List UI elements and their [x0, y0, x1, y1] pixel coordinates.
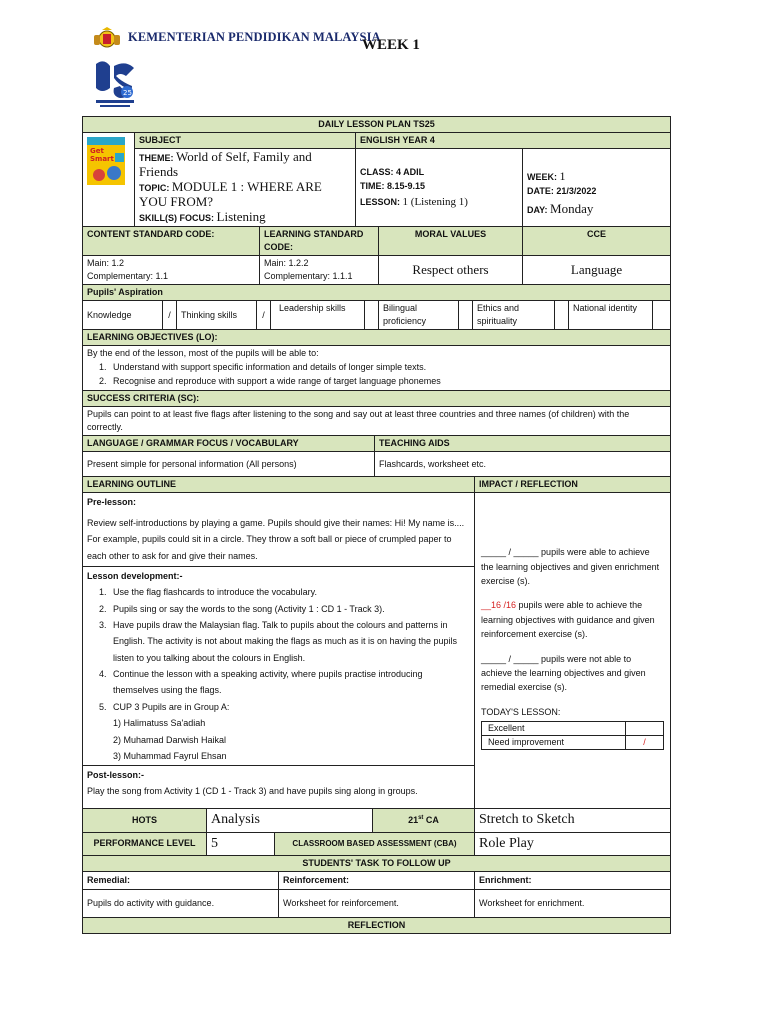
aspiration-mark: / — [163, 301, 177, 330]
crest-icon — [92, 26, 122, 52]
day-value: Monday — [550, 200, 594, 216]
book-cover — [83, 133, 135, 227]
day-label: DAY: — [527, 204, 548, 215]
topic-label: TOPIC: — [139, 182, 170, 193]
theme-topic-cell — [135, 149, 356, 227]
school-logo — [92, 58, 138, 110]
learning-standard-value — [260, 255, 379, 284]
rating-excellent: Excellent — [482, 722, 626, 736]
tasks-table — [82, 856, 671, 934]
impact-enrichment: _____ / _____ pupils were able to achieve the learning objectives and given enrichment exercise (s). — [481, 547, 660, 586]
aspiration-table — [82, 301, 671, 330]
todays-lesson-table — [481, 721, 664, 750]
aspiration-mark: / — [257, 301, 271, 330]
svg-text:Smart: Smart — [90, 155, 114, 164]
development-step: 4. Continue the lesson with a speaking activity, where pupils practise introducing themselves using the flags. — [109, 666, 470, 699]
ca-suffix: CA — [423, 814, 439, 825]
remedial-label: Remedial: — [83, 871, 279, 889]
impact-remedial: _____ / _____ pupils were not able to achieve the learning objectives and given remedial exercise (s). — [481, 653, 646, 693]
aspiration-ethics: Ethics and spirituality — [473, 301, 555, 330]
aspiration-national: National identity — [569, 301, 653, 330]
week-value: 1 — [559, 169, 566, 184]
aspiration-thinking: Thinking skills — [177, 301, 257, 330]
success-label: SUCCESS CRITERIA (SC): — [83, 390, 671, 406]
aids-value: Flashcards, worksheet etc. — [375, 452, 671, 477]
aspiration-leadership: Leadership skills — [271, 301, 365, 330]
moral-value: Respect others — [379, 255, 523, 284]
success-text: Pupils can point to at least five flags after listening to the song and say out at least three countries and three names (of children) with the correctly. — [83, 407, 671, 436]
todays-lesson-label: TODAY'S LESSON: — [481, 706, 561, 717]
aspiration-mark — [653, 301, 671, 330]
lesson-plan-table — [82, 116, 671, 301]
ca-label — [373, 809, 475, 832]
skill-value: Listening — [216, 208, 266, 224]
content-comp: Complementary: 1.1 — [87, 270, 169, 281]
impact-reinforce-text: pupils were able to achieve the learning objectives with guidance and given reinforcement exercise (s). — [481, 600, 655, 640]
aspiration-label: Pupils' Aspiration — [83, 284, 671, 300]
development-label: Lesson development:- — [87, 570, 183, 581]
cce-label: CCE — [523, 226, 671, 255]
pre-lesson-label: Pre-lesson: — [87, 497, 137, 508]
date-label: DATE: 21/3/2022 — [527, 186, 597, 197]
aspiration-knowledge: Knowledge — [83, 301, 163, 330]
pre-lesson-text: Review self-introductions by playing a game. Pupils should give their names: Hi! My name is.... For example, pupils could sit in a circle. They throw a soft ball or piece of crumpled paper to each other to ask for and give their names. — [87, 517, 465, 562]
post-lesson-text: Play the song from Activity 1 (CD 1 - Track 3) and have pupils sing along in groups. — [87, 786, 418, 797]
grammar-label: LANGUAGE / GRAMMAR FOCUS / VOCABULARY — [83, 436, 375, 452]
performance-value: 5 — [207, 832, 275, 855]
subject-label: SUBJECT — [135, 133, 356, 149]
outline-table — [82, 477, 671, 809]
outline-label: LEARNING OUTLINE — [83, 477, 475, 493]
pre-lesson-cell — [83, 493, 475, 567]
post-lesson-cell — [83, 766, 475, 809]
moral-values-label: MORAL VALUES — [379, 226, 523, 255]
learning-main: Main: 1.2.2 — [264, 257, 309, 268]
objectives-label: LEARNING OBJECTIVES (LO): — [83, 330, 671, 346]
plan-title: DAILY LESSON PLAN TS25 — [83, 117, 671, 133]
lesson-value: 1 (Listening 1) — [402, 195, 468, 208]
ministry-title: KEMENTERIAN PENDIDIKAN MALAYSIA — [128, 30, 381, 44]
reinforcement-value: Worksheet for reinforcement. — [279, 889, 475, 917]
objectives-intro: By the end of the lesson, most of the pupils will be able to: — [87, 348, 319, 359]
hots-label: HOTS — [83, 809, 207, 832]
subject-value: ENGLISH YEAR 4 — [356, 133, 671, 149]
assessment-table — [82, 809, 671, 856]
week-label: WEEK: — [527, 172, 557, 183]
topic-value: MODULE 1 : WHERE ARE YOU FROM? — [139, 178, 322, 209]
development-step: 1. Use the flag flashcards to introduce the vocabulary. — [109, 584, 470, 600]
development-step: 5. CUP 3 Pupils are in Group A: — [109, 699, 470, 715]
grammar-value: Present simple for personal information (All persons) — [83, 452, 375, 477]
hots-value: Analysis — [207, 809, 373, 832]
lesson-development-cell — [83, 566, 475, 766]
lesson-plan-sheet — [82, 116, 670, 934]
enrichment-label: Enrichment: — [475, 871, 671, 889]
group-member: 2) Muhamad Darwish Haikal — [113, 734, 227, 745]
objectives-table — [82, 330, 671, 477]
class-info-cell — [356, 149, 523, 227]
group-member: 3) Muhammad Fayrul Ehsan — [113, 750, 227, 761]
ca-number: 21 — [408, 814, 419, 825]
time-label: TIME: 8.15-9.15 — [360, 181, 426, 192]
reflection-label: REFLECTION — [83, 917, 671, 933]
class-label: CLASS: 4 ADIL — [360, 167, 425, 178]
reinforcement-label: Reinforcement: — [279, 871, 475, 889]
content-standard-value — [83, 255, 260, 284]
development-step: 3. Have pupils draw the Malaysian flag. Talk to pupils about the colours and patterns in English. The activity is not about making the flags as much as it is on having the pupils listen to you talking about the colours in English. — [109, 617, 470, 666]
aspiration-mark — [555, 301, 569, 330]
remedial-value: Pupils do activity with guidance. — [83, 889, 279, 917]
performance-label: PERFORMANCE LEVEL — [83, 832, 207, 855]
impact-label: IMPACT / REFLECTION — [475, 477, 671, 493]
book-title-text: Get — [90, 147, 104, 156]
objectives-body — [83, 346, 671, 391]
content-standard-label: CONTENT STANDARD CODE: — [83, 226, 260, 255]
lesson-label: LESSON: — [360, 196, 401, 207]
ca-value: Stretch to Sketch — [475, 809, 671, 832]
cce-value: Language — [523, 255, 671, 284]
aids-label: TEACHING AIDS — [375, 436, 671, 452]
rating-improve: Need improvement — [482, 736, 626, 750]
learning-standard-label: LEARNING STANDARD CODE: — [260, 226, 379, 255]
learning-comp: Complementary: 1.1.1 — [264, 270, 353, 281]
cba-value: Role Play — [475, 832, 671, 855]
aspiration-mark — [365, 301, 379, 330]
development-step: 2. Pupils sing or say the words to the song (Activity 1 : CD 1 - Track 3). — [109, 601, 470, 617]
logo-number: 25 — [123, 89, 132, 97]
tasks-label: STUDENTS' TASK TO FOLLOW UP — [83, 856, 671, 872]
date-info-cell — [523, 149, 671, 227]
objective-item: 2. Recognise and reproduce with support a wide range of target language phonemes — [109, 375, 666, 389]
impact-reinforce-count: __16 /16 — [481, 600, 517, 611]
aspiration-bilingual: Bilingual proficiency — [379, 301, 459, 330]
ca-sup: st — [418, 814, 424, 821]
enrichment-value: Worksheet for enrichment. — [475, 889, 671, 917]
week-heading: WEEK 1 — [362, 37, 420, 53]
post-lesson-label: Post-lesson:- — [87, 770, 145, 781]
rating-excellent-mark — [626, 722, 664, 736]
content-main: Main: 1.2 — [87, 257, 125, 268]
aspiration-mark — [459, 301, 473, 330]
impact-cell — [475, 493, 671, 809]
group-member: 1) Halimatuss Sa'adiah — [113, 718, 206, 729]
objective-item: 1. Understand with support specific information and details of longer simple texts. — [109, 361, 666, 375]
theme-label: THEME: — [139, 153, 174, 164]
theme-value: World of Self, Family and Friends — [139, 149, 312, 180]
cba-label: CLASSROOM BASED ASSESSMENT (CBA) — [275, 832, 475, 855]
skill-label: SKILL(S) FOCUS: — [139, 212, 214, 223]
rating-improve-mark: / — [626, 736, 664, 750]
